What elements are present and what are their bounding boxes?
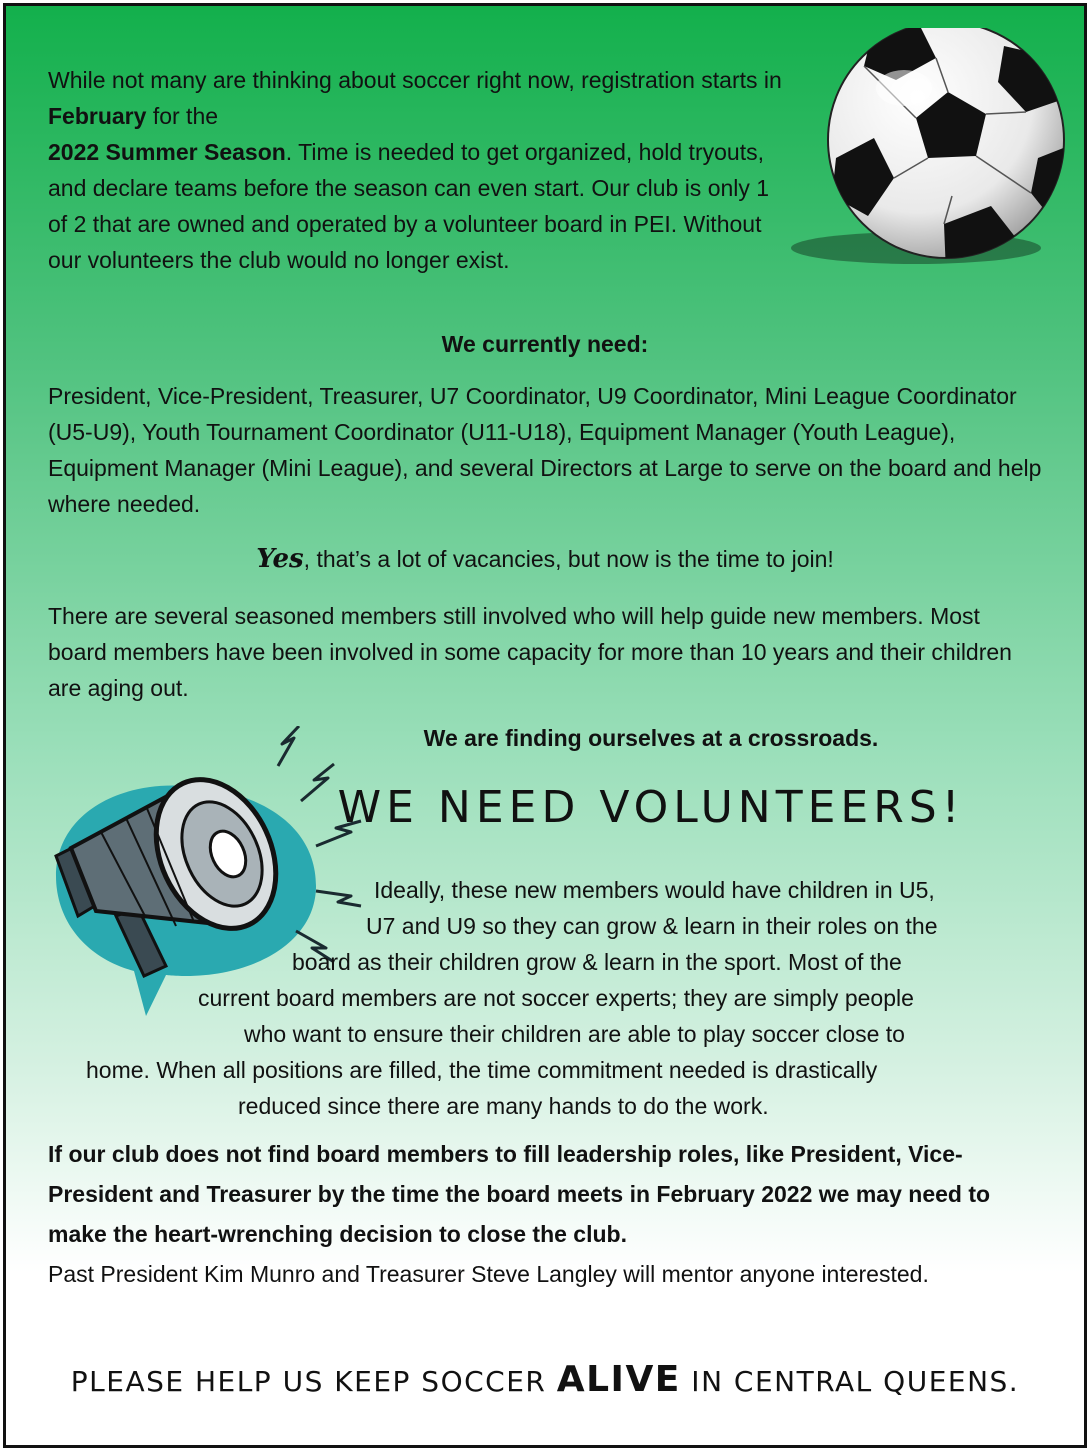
intro-bold-february: February — [48, 103, 147, 129]
ideally-line-4: current board members are not soccer experts; they are simply people — [198, 985, 914, 1011]
soccer-ball-icon — [776, 28, 1076, 268]
crossroads-heading: We are finding ourselves at a crossroads. — [423, 725, 879, 751]
yes-line — [6, 541, 1084, 577]
need-heading: We currently need: — [441, 331, 649, 357]
intro-paragraph — [48, 62, 788, 278]
ideally-line-2: U7 and U9 so they can grow & learn in their roles on the — [366, 913, 938, 939]
yes-word: Yes — [256, 544, 304, 574]
flyer — [3, 3, 1087, 1448]
ideally-line-6: home. When all positions are filled, the time commitment needed is drastically — [86, 1057, 878, 1083]
intro-text-3: . Time is needed to get organized, hold tryouts, and declare teams before the season can even start. Our club is only 1 of 2 that are owned and operated by a volunteer board in PEI. Without our volunteers the club would no longer exist. — [48, 139, 770, 273]
ideally-line-1: Ideally, these new members would have children in U5, — [374, 877, 935, 903]
footer-after: IN CENTRAL QUEENS. — [680, 1365, 1020, 1398]
footer-before: PLEASE HELP US KEEP SOCCER — [70, 1365, 557, 1398]
seasoned-paragraph: There are several seasoned members still involved who will help guide new members. Most board members have been involved in some capacity for more than 10 years and their children are aging out. — [48, 603, 1012, 701]
roles-paragraph: President, Vice-President, Treasurer, U7 Coordinator, U9 Coordinator, Mini League Coordinator (U5-U9), Youth Tournament Coordinator (U11-U18), Equipment Manager (Youth League), Equipment Manager (Mini League), and several Directors at Large to serve on the board and help where needed. — [48, 383, 1042, 517]
ideally-line-7: reduced since there are many hands to do the work. — [238, 1093, 769, 1119]
we-need-volunteers-heading: WE NEED VOLUNTEERS! — [337, 782, 965, 833]
intro-bold-season: 2022 Summer Season — [48, 139, 286, 165]
leadership-warning: If our club does not find board members to fill leadership roles, like President, Vice-President and Treasurer by the time the board meets in February 2022 we may need to make the heart-wrenching decision to close the club. — [48, 1141, 991, 1247]
footer-slogan — [6, 1358, 1084, 1404]
yes-rest: , that’s a lot of vacancies, but now is the time to join! — [303, 546, 834, 572]
intro-text-2: for the — [146, 103, 219, 129]
ideally-line-3: board as their children grow & learn in the sport. Most of the — [292, 949, 902, 975]
footer-alive: ALIVE — [556, 1359, 681, 1400]
mentor-paragraph: Past President Kim Munro and Treasurer Steve Langley will mentor anyone interested. — [48, 1261, 929, 1287]
intro-text-1: While not many are thinking about soccer right now, registration starts in — [48, 67, 782, 93]
ideally-line-5: who want to ensure their children are able to play soccer close to — [244, 1021, 905, 1047]
